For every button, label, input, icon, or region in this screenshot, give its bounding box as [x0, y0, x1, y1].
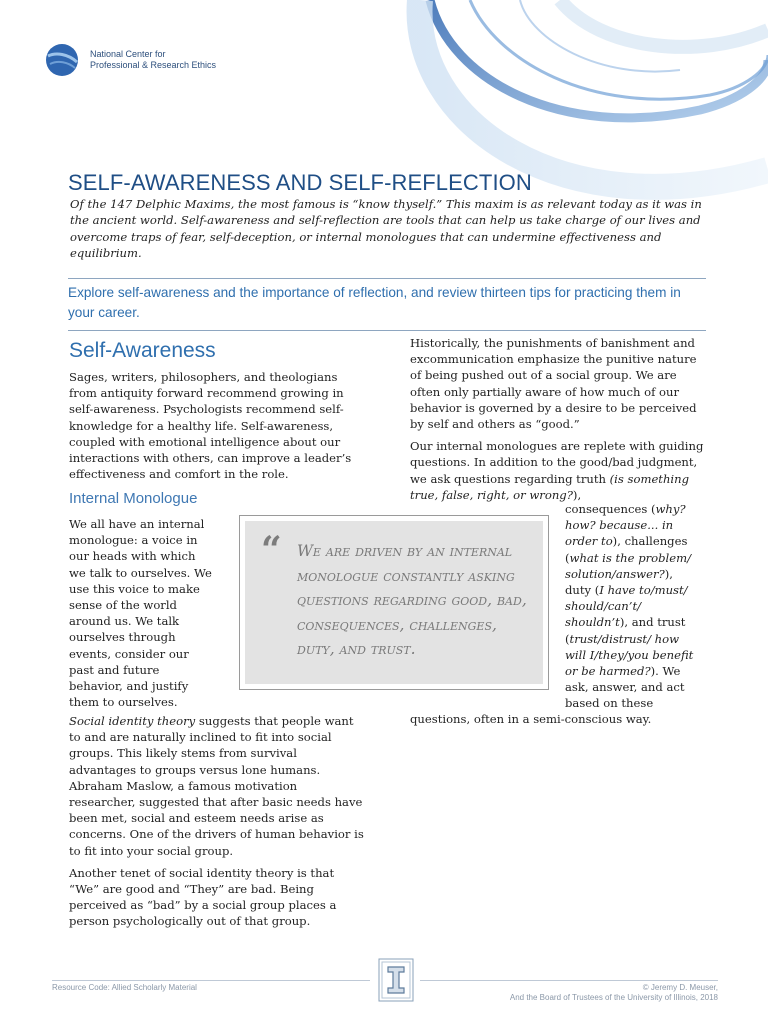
guiding-questions-line: consequences (why?: [565, 502, 686, 516]
footer-rule-right: [420, 980, 718, 981]
resource-code: Resource Code: Allied Scholarly Material: [52, 983, 197, 992]
monologue-line: ourselves through: [69, 630, 176, 645]
left-paragraph-2: [69, 516, 239, 710]
explore-callout: Explore self-awareness and the importance of reflection, and review thirteen tips for practicing them in your career.: [68, 285, 681, 320]
guiding-questions-line: ask, answer, and act: [565, 680, 685, 695]
guiding-questions-line: (trust/distrust/ how: [565, 631, 680, 646]
social-identity-term: Social identity theory: [69, 714, 196, 728]
monologue-line: them to ourselves.: [69, 695, 178, 710]
monologue-line: use this voice to make: [69, 581, 200, 596]
monologue-line: behavior, and justify: [69, 679, 189, 694]
monologue-line: monologue: a voice in: [69, 533, 198, 548]
guiding-questions-line: (what is the problem/: [565, 550, 692, 565]
footer-rule-left: [52, 980, 370, 981]
copyright-line-2: And the Board of Trustees of the University of Illinois, 2018: [509, 993, 718, 1002]
monologue-line: We all have an internal: [69, 517, 205, 531]
monologue-line: our heads with which: [69, 549, 196, 564]
monologue-line: around us. We talk: [69, 614, 180, 629]
guiding-questions-line: duty (I have to/must/: [565, 583, 688, 598]
paragraph-internal-monologue: [69, 516, 239, 710]
right-column: [410, 335, 705, 503]
social-identity-text: suggests that people want to and are naturally inclined to fit into social groups. This likely stems from survival advantages to groups versus lone humans. Abraham Maslow, a famous motivation researcher, suggested that after basic needs have been met, social and esteem needs arise as concerns. One of the drivers of human behavior is to fit into your social group.: [69, 714, 364, 858]
paragraph-self-awareness: Sages, writers, philosophers, and theologians from antiquity forward recommend growing in self-awareness. Psychologists recommend self-knowledge for a healthy life. Self-awareness, coupled with emotional intelligence about our interactions with others, can improve a leader’s effectiveness and comfort in the role.: [69, 370, 352, 482]
paragraph-another-tenet: Another tenet of social identity theory is that “We” are good and “They” are bad. Being perceived as “bad” by a social group places a person psychologically out of that group.: [69, 865, 337, 929]
guiding-questions-line: should/can’t/: [565, 599, 642, 614]
guiding-questions-line: based on these: [565, 696, 654, 711]
paragraph-social-identity: [69, 713, 365, 859]
copyright: [510, 983, 718, 1003]
intro-paragraph: Of the 147 Delphic Maxims, the most famous is “know thyself.” This maxim is as relevant today as it was in the ancient world. Self-awareness and self-reflection are tools that can help us take charge of our lives and overcome traps of fear, self-deception, or internal monologues that can undermine effectiveness and equilibrium.: [70, 197, 702, 260]
page-title: SELF-AWARENESS AND SELF-REFLECTION: [68, 170, 532, 195]
org-line-1: National Center for: [90, 49, 166, 59]
monologue-line: past and future: [69, 662, 160, 677]
right-wrap-lines: [565, 501, 710, 712]
organization-name: [90, 49, 216, 71]
subheading-internal-monologue: Internal Monologue: [69, 490, 198, 507]
guiding-questions-line: how? because... in: [565, 518, 674, 533]
quote-mark-icon: “: [261, 529, 282, 571]
copyright-line-1: © Jeremy D. Meuser,: [642, 983, 718, 992]
divider-top: [68, 278, 706, 279]
paragraph-historically: Historically, the punishments of banishment and excommunication emphasize the punitive nature of being pushed out of a social group. We are often only partially aware of how much of our behavior is governed by a desire to be perceived by self and others as “good.”: [410, 336, 697, 432]
pull-quote: [239, 515, 549, 690]
guiding-questions-line: will I/they/you benefit: [565, 647, 694, 662]
monologue-line: we talk to ourselves. We: [69, 565, 212, 580]
monologue-line: events, consider our: [69, 646, 189, 661]
guiding-questions-line: shouldn’t), and trust: [565, 615, 686, 630]
pull-quote-background: [245, 521, 543, 684]
pull-quote-text: We are driven by an internal monologue constantly asking questions regarding good, bad, consequences, challenges, duty, and trust.: [297, 542, 527, 659]
guiding-questions-line: solution/answer?),: [565, 566, 673, 581]
org-line-2: Professional & Research Ethics: [90, 60, 217, 70]
divider-bottom: [68, 330, 706, 331]
left-paragraph-1: [69, 369, 365, 488]
paragraph-guiding-questions: Our internal monologues are replete with guiding questions. In addition to the good/bad judgment, we ask questions regarding truth (is something true, false, right, or wrong?),: [410, 439, 704, 502]
guiding-questions-line: or be harmed?). We: [565, 664, 681, 679]
right-last-line: questions, often in a semi-conscious way.: [410, 712, 652, 726]
university-block-i-logo: [378, 958, 414, 1002]
monologue-line: sense of the world: [69, 598, 177, 613]
ncpre-logo: [46, 44, 78, 76]
left-paragraph-3: [69, 713, 365, 936]
guiding-questions-line: order to), challenges: [565, 534, 688, 549]
section-heading-self-awareness: Self-Awareness: [69, 339, 216, 362]
